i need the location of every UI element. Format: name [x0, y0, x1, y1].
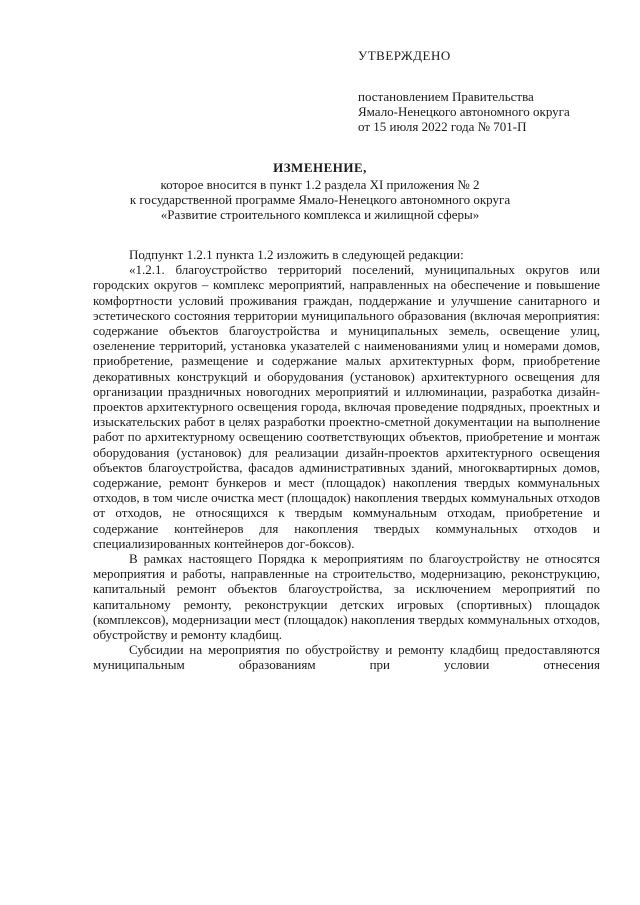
- paragraph: Подпункт 1.2.1 пункта 1.2 изложить в следующей редакции:: [129, 247, 464, 262]
- paragraph: «1.2.1. благоустройство территорий поселений, муниципальных округов или городских округов – комплекс мероприятий, направленных на обеспечение и повышение комфортности условий проживания граждан, поддержание и улучшение санитарного и эстетического состояния территории муниципального образования (включая мероприятия: содержание объектов благоустройства и муниципальных земель, освещение улиц, озеленение территорий, установка указателей с наименованиями улиц и номерами домов, приобретение, размещение и содержание малых архитектурных форм, приобретение декоративных конструкций и оборудования (установок) архитектурного освещения для организации праздничных новогодних мероприятий и иллюминации, разработка дизайн-проектов архитектурного освещения города, включая проведение подрядных, проектных и изыскательских работ в целях разработки проектно-сметной документации на выполнение работ по архитектурному освещению соответствующих объектов, приобретение и монтаж оборудования (установок) для реализации дизайн-проектов архитектурного освещения объектов благоустройства, фасадов административных зданий, многоквартирных домов, содержание, ремонт бункеров и мест (площадок) накопления твердых коммунальных отходов, в том числе очистка мест (площадок) накопления твердых коммунальных отходов от отходов, не относящихся к твердым коммунальным отходам, приобретение и содержание контейнеров для накопления твердых коммунальных отходов и специализированных контейнеров дог-боксов).: [93, 262, 600, 551]
- document-title: ИЗМЕНЕНИЕ,: [273, 160, 367, 175]
- document-heading: [80, 160, 560, 222]
- approval-line: постановлением Правительства: [358, 89, 534, 104]
- heading-line: к государственной программе Ямало-Ненецкого автономного округа: [129, 192, 511, 207]
- paragraph: В рамках настоящего Порядка к мероприятиям по благоустройству не относятся мероприятия и работы, направленные на строительство, модернизацию, реконструкцию, капитальный ремонт объектов благоустройства, за исключением мероприятий по капитальному ремонту, реконструкции детских игровых (спортивных) площадок (комплексов), модернизации мест (площадок) накопления твердых коммунальных отходов, обустройству и ремонту кладбищ.: [93, 551, 600, 643]
- heading-line: которое вносится в пункт 1.2 раздела XI приложения № 2: [160, 177, 480, 192]
- approval-line: Ямало-Ненецкого автономного округа: [358, 104, 570, 119]
- paragraph: Субсидии на мероприятия по обустройству и ремонту кладбищ предоставляются муниципальным образованиям при условии отнесения: [93, 642, 600, 673]
- approval-line: от 15 июля 2022 года № 701-П: [358, 119, 527, 134]
- heading-line: «Развитие строительного комплекса и жилищной сферы»: [160, 207, 480, 222]
- approval-stamp: УТВЕРЖДЕНО: [358, 48, 451, 63]
- document-body: [93, 247, 600, 673]
- approval-block: [358, 48, 618, 134]
